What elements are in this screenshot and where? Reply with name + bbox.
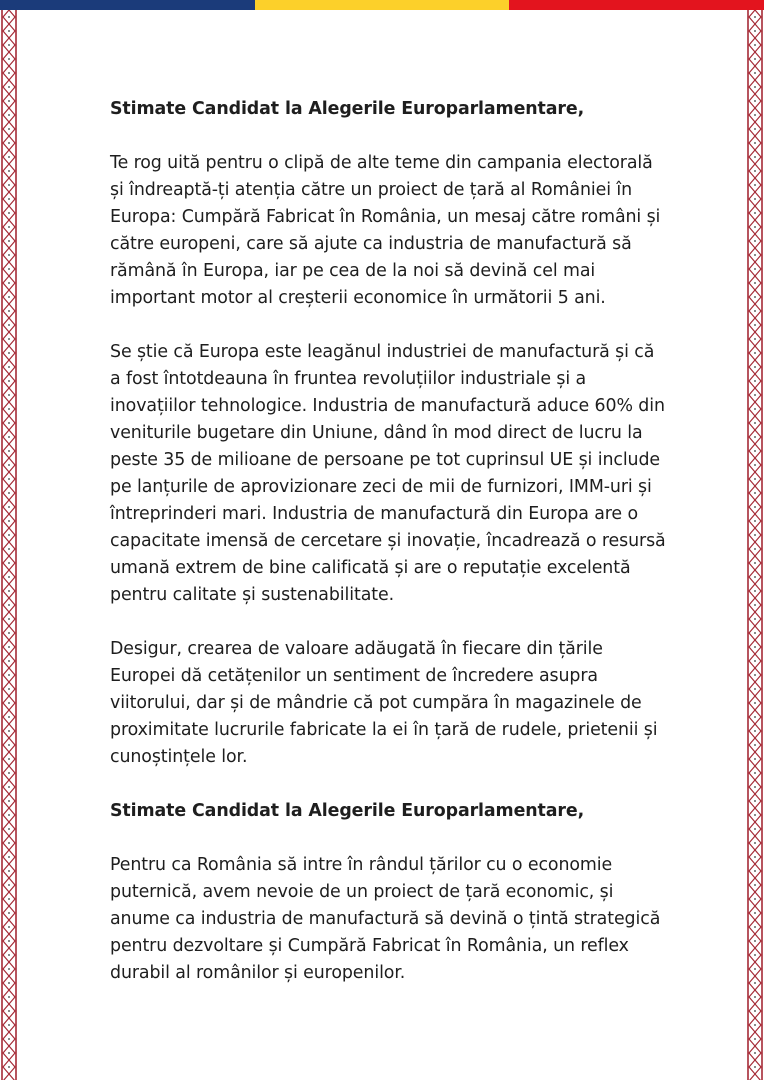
letter-body <box>110 96 670 1014</box>
letter-paragraph: Te rog uită pentru o clipă de alte teme din campania electorală și îndreaptă-ți atenția către un proiect de țară al României în Europa: Cumpără Fabricat în România, un mesaj către români și către europeni, care să ajute ca industria de manufactură să rămână în Europa, iar pe cea de la noi să devină cel mai important motor al creșterii economice în următorii 5 ani. <box>110 153 661 308</box>
flag-stripe-blue <box>0 0 255 10</box>
embroidery-pattern <box>0 10 18 1080</box>
letter-paragraph: Se știe că Europa este leagănul industriei de manufactură și că a fost întotdeauna în fruntea revoluțiilor industriale și a inovațiilor tehnologice. Industria de manufactură aduce 60% din veniturile bugetare din Uniune, dând în mod direct de lucru la peste 35 de milioane de persoane pe tot cuprinsul UE și include pe lanțurile de aprovizionare zeci de mii de furnizori, IMM-uri și întreprinderi mari. Industria de manufactură din Europa are o capacitate imensă de cercetare și inovație, încadrează o resursă umană extrem de bine calificată și are o reputație excelentă pentru calitate și sustenabilitate. <box>110 342 666 605</box>
flag-stripe-yellow <box>255 0 510 10</box>
left-ornament-border <box>0 10 18 1080</box>
letter-salutation: Stimate Candidat la Alegerile Europarlamentare, <box>110 99 585 119</box>
flag-stripe-red <box>509 0 764 10</box>
right-ornament-border <box>746 10 764 1080</box>
embroidery-pattern <box>746 10 764 1080</box>
letter-paragraph: Pentru ca România să intre în rândul țărilor cu o economie puternică, avem nevoie de un proiect de țară economic, și anume ca industria de manufactură să devină o țintă strategică pentru dezvoltare și Cumpără Fabricat în România, un reflex durabil al românilor și europenilor. <box>110 855 661 983</box>
letter-salutation: Stimate Candidat la Alegerile Europarlamentare, <box>110 801 585 821</box>
romanian-flag-stripe <box>0 0 764 10</box>
letter-paragraph: Desigur, crearea de valoare adăugată în fiecare din țările Europei dă cetățenilor un sentiment de încredere asupra viitorului, dar și de mândrie că pot cumpăra în magazinele de proximitate lucrurile fabricate la ei în țară de rudele, prietenii și cunoștințele lor. <box>110 639 658 767</box>
